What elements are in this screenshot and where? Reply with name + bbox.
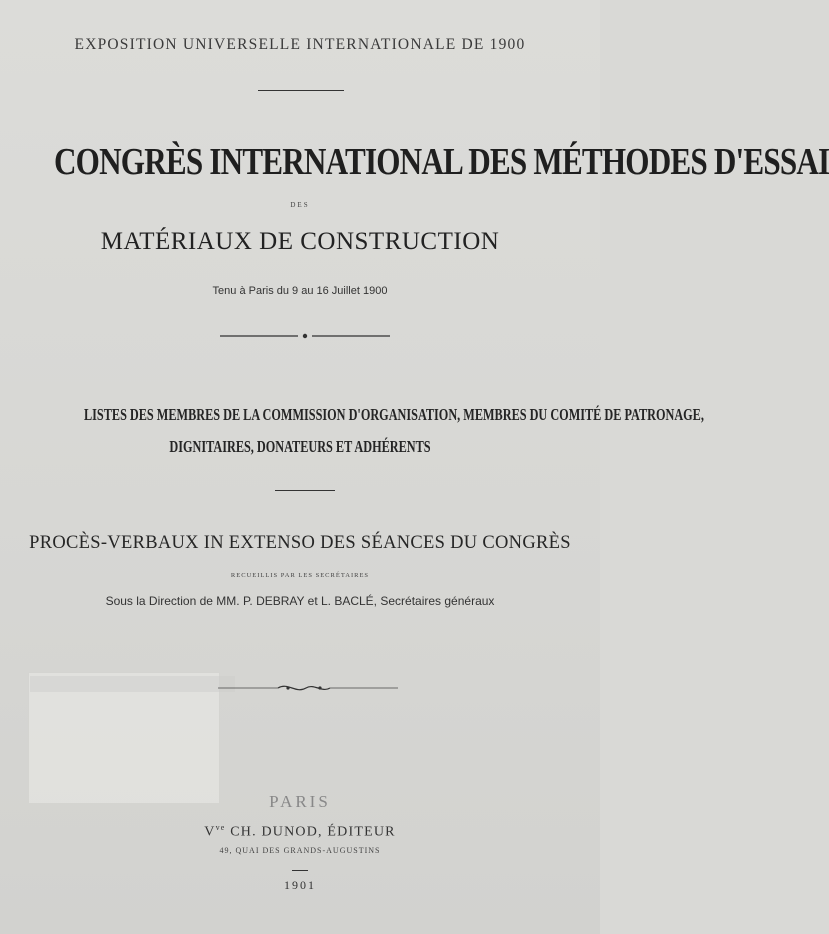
imprint-year: 1901 <box>284 878 316 892</box>
exposition-heading: EXPOSITION UNIVERSELLE INTERNATIONALE DE 1900 <box>74 36 526 53</box>
title-connector: DES <box>290 201 310 209</box>
imprint-address: 49, QUAI DES GRANDS-AUGUSTINS <box>219 846 381 855</box>
imprint-city: PARIS <box>269 792 331 811</box>
lists-line-1: LISTES DES MEMBRES DE LA COMMISSION D'ORGANISATION, MEMBRES DU COMITÉ DE PATRONAGE, <box>83 405 704 424</box>
faded-label-strip <box>30 676 235 692</box>
proceedings-heading: PROCÈS-VERBAUX IN EXTENSO DES SÉANCES DU CONGRÈS <box>29 533 571 553</box>
lists-line-2: DIGNITAIRES, DONATEURS ET ADHÉRENTS <box>169 437 431 456</box>
divider-rule <box>258 90 344 91</box>
divider-rule <box>292 870 308 871</box>
publisher-prefix: V <box>204 824 216 840</box>
imprint-publisher <box>0 823 600 841</box>
publisher-sup: ve <box>215 823 226 832</box>
flourish-ornament-icon <box>218 680 398 696</box>
subject-title: MATÉRIAUX DE CONSTRUCTION <box>100 228 500 255</box>
divider-rule <box>275 490 335 491</box>
ornamental-divider-icon <box>220 330 390 342</box>
congress-title: CONGRÈS INTERNATIONAL DES MÉTHODES D'ESSAI <box>54 141 829 183</box>
collected-by: RECUEILLIS PAR LES SECRÉTAIRES <box>230 572 370 579</box>
held-dates: Tenu à Paris du 9 au 16 Juillet 1900 <box>212 285 388 297</box>
direction-line: Sous la Direction de MM. P. DEBRAY et L. BACLÉ, Secrétaires généraux <box>105 594 495 608</box>
publisher-name: CH. DUNOD, ÉDITEUR <box>225 824 396 840</box>
